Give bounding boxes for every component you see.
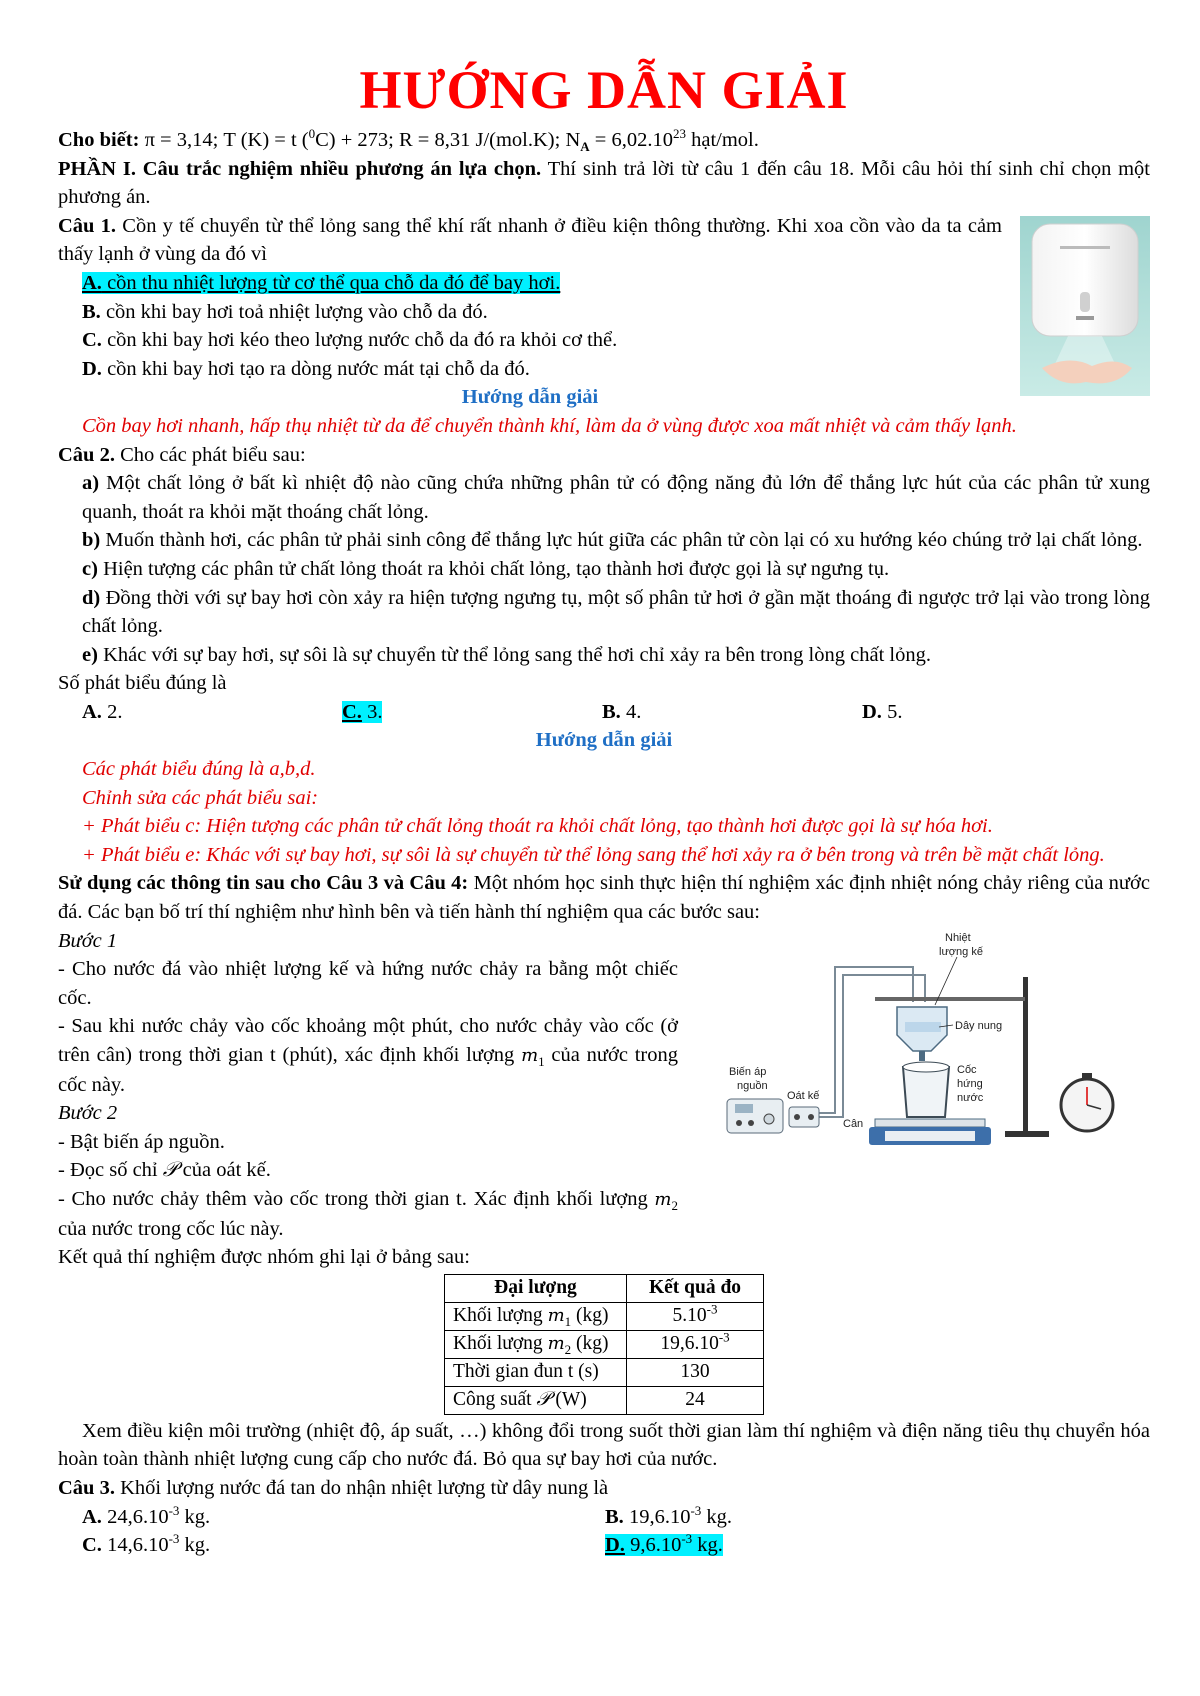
label-calorimeter: lượng kế bbox=[939, 945, 983, 958]
symbol-m: m bbox=[654, 1188, 672, 1210]
option-letter: D. bbox=[862, 700, 882, 723]
given-constants bbox=[58, 126, 1150, 155]
option-exp: -3 bbox=[168, 1531, 180, 1547]
result-intro: Kết quả thí nghiệm được nhóm ghi lại ở bảng sau: bbox=[58, 1246, 470, 1269]
q2-guide-line: Chỉnh sửa các phát biểu sai: bbox=[82, 786, 319, 809]
experiment-section bbox=[58, 927, 1150, 1244]
option-text: 9,6.10 bbox=[624, 1534, 682, 1557]
option-text: 2. bbox=[101, 700, 123, 723]
part1-instructions bbox=[58, 155, 1150, 212]
option-letter: C. bbox=[342, 700, 362, 723]
q1-guide-text: Cồn bay hơi nhanh, hấp thụ nhiệt từ da để chuyển thành khí, làm da ở vùng được xoa mất nhiệt và cảm thấy lạnh. bbox=[82, 414, 1017, 437]
step-text: của oát kế. bbox=[177, 1159, 271, 1182]
shared-info bbox=[58, 869, 1150, 1474]
label-scale: Cân bbox=[843, 1117, 864, 1130]
cell-text: Khối lượng bbox=[453, 1305, 548, 1327]
option-letter: D. bbox=[82, 357, 102, 380]
step2-c bbox=[58, 1185, 678, 1243]
page-title: HƯỚNG DẪN GIẢI bbox=[359, 60, 849, 120]
q2-guide-line: Các phát biểu đúng là a,b,d. bbox=[82, 758, 316, 781]
experiment-setup-illustration bbox=[725, 927, 1150, 1149]
option-text: 5. bbox=[881, 700, 903, 723]
label-heater: Dây nung bbox=[955, 1019, 1003, 1032]
given-text: π = 3,14; T (K) = t ( bbox=[139, 129, 309, 151]
option-letter: B. bbox=[605, 1505, 624, 1528]
table-header: Kết quả đo bbox=[627, 1274, 764, 1302]
step-text: - Sau khi nước chảy vào cốc khoảng một phút, cho nước chảy vào cốc (ở trên cân) trong thời gian t (phút), xác định khối lượng bbox=[58, 1015, 678, 1066]
q3-option-a bbox=[82, 1503, 605, 1532]
q2-guide-line: + Phát biểu e: Khác với sự bay hơi, sự sôi là sự chuyển từ thể lỏng sang thể hơi xảy ra ở bên trong và trên bề mặt chất lỏng. bbox=[82, 843, 1105, 866]
table-header: Đại lượng bbox=[445, 1274, 627, 1302]
option-text: 14,6.10 bbox=[101, 1534, 169, 1557]
q3-stem-text: Khối lượng nước đá tan do nhận nhiệt lượng từ dây nung là bbox=[114, 1476, 609, 1499]
question-3 bbox=[58, 1474, 1150, 1560]
table-row bbox=[445, 1330, 764, 1358]
label-cup: hứng bbox=[957, 1077, 983, 1090]
option-text: kg. bbox=[701, 1505, 733, 1528]
option-text: cồn khi bay hơi kéo theo lượng nước chỗ da đó ra khỏi cơ thể. bbox=[101, 329, 618, 352]
statement-text: Hiện tượng các phân tử chất lỏng thoát ra khỏi chất lỏng, tạo thành hơi được gọi là sự ngưng tụ. bbox=[97, 557, 890, 580]
q1-option-b bbox=[58, 298, 1150, 327]
q2-statement bbox=[58, 526, 1150, 555]
cell-value: 19,6.10 bbox=[660, 1333, 719, 1355]
cell-exp: -3 bbox=[718, 1329, 730, 1345]
given-text: = 6,02.10 bbox=[589, 129, 673, 151]
step-text: của nước trong cốc này. bbox=[58, 1044, 678, 1096]
option-letter: A. bbox=[82, 700, 102, 723]
question-1 bbox=[58, 212, 1150, 441]
step-text: - Cho nước chảy thêm vào cốc trong thời gian t. Xác định khối lượng bbox=[58, 1187, 655, 1210]
table-cell bbox=[445, 1386, 627, 1414]
option-text: 19,6.10 bbox=[623, 1505, 691, 1528]
step2-b bbox=[58, 1156, 678, 1185]
statement-letter: b) bbox=[82, 529, 101, 552]
label-transformer: Biến áp bbox=[729, 1065, 767, 1078]
table-cell: 130 bbox=[627, 1358, 764, 1386]
q3-label: Câu 3. bbox=[58, 1476, 115, 1499]
q3-option-b bbox=[605, 1503, 1128, 1532]
table-row bbox=[445, 1302, 764, 1330]
symbol-m: m bbox=[547, 1305, 565, 1327]
option-text: kg. bbox=[179, 1534, 211, 1557]
statement-text: Đồng thời với sự bay hơi còn xảy ra hiện tượng ngưng tụ, một số phân tử hơi ở gần mặt thoáng đi ngược trở lại vào trong lòng chất lỏng. bbox=[82, 586, 1150, 638]
q1-stem bbox=[58, 212, 1150, 269]
option-text: 4. bbox=[620, 700, 642, 723]
given-text: C) + 273; R = 8,31 J/(mol.K); N bbox=[315, 129, 581, 151]
table-cell bbox=[627, 1302, 764, 1330]
option-text: 3. bbox=[361, 700, 383, 723]
step1-title: Bước 1 bbox=[58, 929, 118, 952]
statement-letter: d) bbox=[82, 586, 101, 609]
q2-stem bbox=[58, 441, 1150, 470]
step1-a: - Cho nước đá vào nhiệt lượng kế và hứng nước chảy ra bằng một chiếc cốc. bbox=[58, 958, 678, 1009]
label-cup: Cốc bbox=[957, 1063, 977, 1076]
step2-title: Bước 2 bbox=[58, 1102, 118, 1125]
results-table bbox=[444, 1274, 764, 1415]
option-letter: A. bbox=[82, 1505, 102, 1528]
part1-text: Thí sinh trả lời từ câu 1 đến câu 18. Mỗi câu hỏi thí sinh chỉ chọn một phương án. bbox=[58, 157, 1150, 209]
label-calorimeter: Nhiệt bbox=[945, 931, 971, 944]
symbol-m: m bbox=[521, 1045, 539, 1066]
statement-letter: e) bbox=[82, 643, 98, 666]
step-text: - Đọc số chỉ bbox=[58, 1159, 163, 1182]
step-text: của nước trong cốc lúc này. bbox=[58, 1217, 284, 1240]
given-sup: 0 bbox=[308, 126, 316, 142]
q1-option-d bbox=[58, 355, 1150, 384]
q2-label: Câu 2. bbox=[58, 443, 115, 466]
q1-option-c bbox=[58, 326, 1150, 355]
given-label: Cho biết: bbox=[58, 129, 140, 151]
option-letter: D. bbox=[605, 1534, 625, 1557]
given-sub: A bbox=[580, 139, 590, 155]
cell-text: (kg) bbox=[571, 1305, 609, 1327]
cell-text: (W) bbox=[550, 1389, 587, 1411]
statement-text: Khác với sự bay hơi, sự sôi là sự chuyển từ thể lỏng sang thể hơi chỉ xảy ra bên trong lòng chất lỏng. bbox=[97, 643, 931, 666]
option-text: kg. bbox=[179, 1505, 211, 1528]
conditions-note: Xem điều kiện môi trường (nhiệt độ, áp suất, …) không đổi trong suốt thời gian làm thí nghiệm và điện năng tiêu thụ chuyển hóa hoàn toàn thành nhiệt lượng cung cấp cho nước đá. Bỏ qua sự bay hơi của nước. bbox=[58, 1419, 1150, 1471]
experiment-diagram bbox=[725, 927, 1150, 1149]
symbol-sub: 2 bbox=[564, 1342, 572, 1358]
q1-label: Câu 1. bbox=[58, 214, 117, 237]
symbol-m: m bbox=[547, 1333, 565, 1355]
q2-statement bbox=[58, 584, 1150, 641]
option-exp: -3 bbox=[681, 1531, 693, 1547]
option-letter: C. bbox=[82, 1534, 102, 1557]
q2-option-c bbox=[342, 698, 602, 727]
document-content bbox=[58, 54, 1150, 1560]
procedure-steps bbox=[58, 927, 678, 1244]
shared-label: Sử dụng các thông tin sau cho Câu 3 và Câu 4: bbox=[58, 872, 469, 895]
option-exp: -3 bbox=[690, 1502, 702, 1518]
q2-option-b bbox=[602, 698, 862, 727]
option-exp: -3 bbox=[168, 1502, 180, 1518]
table-cell bbox=[445, 1330, 627, 1358]
label-cup: nước bbox=[957, 1091, 984, 1104]
option-letter: A. bbox=[82, 271, 102, 294]
option-text: cồn thu nhiệt lượng từ cơ thể qua chỗ da đó để bay hơi. bbox=[101, 271, 561, 294]
option-letter: B. bbox=[602, 700, 621, 723]
symbol-power: 𝒫 bbox=[536, 1389, 551, 1411]
statement-letter: c) bbox=[82, 557, 98, 580]
q1-guide-header: Hướng dẫn giải bbox=[461, 386, 599, 409]
q2-statement bbox=[58, 555, 1150, 584]
sanitizer-dispenser-illustration bbox=[1020, 216, 1150, 396]
q2-statement bbox=[58, 641, 1150, 670]
step2-a: - Bật biến áp nguồn. bbox=[58, 1130, 225, 1153]
option-text: cồn khi bay hơi toả nhiệt lượng vào chỗ da đó. bbox=[100, 300, 488, 323]
symbol-sub: 2 bbox=[671, 1198, 678, 1214]
step1-b bbox=[58, 1012, 678, 1099]
q2-stem-text: Cho các phát biểu sau: bbox=[114, 443, 306, 466]
cell-text: Khối lượng bbox=[453, 1333, 548, 1355]
table-cell: 24 bbox=[627, 1386, 764, 1414]
table-header-row bbox=[445, 1274, 764, 1302]
shared-intro bbox=[58, 869, 1150, 926]
statement-text: Muốn thành hơi, các phân tử phải sinh công để thắng lực hút giữa các phân tử còn lại có xu hướng kéo chúng trở lại chất lỏng. bbox=[100, 529, 1143, 552]
hand-dryer-image bbox=[1020, 216, 1150, 405]
q2-option-a bbox=[82, 698, 342, 727]
q1-stem-text: Cồn y tế chuyển từ thể lỏng sang thể khí rất nhanh ở điều kiện thông thường. Khi xoa cồn vào da ta cảm thấy lạnh ở vùng da đó vì bbox=[58, 214, 1002, 266]
given-text: hạt/mol. bbox=[685, 129, 759, 151]
statement-letter: a) bbox=[82, 472, 100, 495]
cell-text: Công suất bbox=[453, 1389, 537, 1411]
table-cell bbox=[627, 1330, 764, 1358]
option-text: cồn khi bay hơi tạo ra dòng nước mát tại chỗ da đó. bbox=[101, 357, 530, 380]
q2-prompt: Số phát biểu đúng là bbox=[58, 672, 227, 695]
q3-option-c bbox=[82, 1531, 605, 1560]
cell-value: 5.10 bbox=[672, 1305, 707, 1327]
q2-options bbox=[58, 698, 1150, 727]
option-letter: B. bbox=[82, 300, 101, 323]
part1-label: PHẦN I. Câu trắc nghiệm nhiều phương án lựa chọn. bbox=[58, 157, 542, 180]
q3-options-row bbox=[58, 1531, 1150, 1560]
table-row bbox=[445, 1386, 764, 1414]
q3-option-d bbox=[605, 1531, 1128, 1560]
question-2 bbox=[58, 441, 1150, 870]
shared-intro-text: Một nhóm học sinh thực hiện thí nghiệm xác định nhiệt nóng chảy riêng của nước đá. Các bạn bố trí thí nghiệm như hình bên và tiến hành thí nghiệm qua các bước sau: bbox=[58, 872, 1150, 924]
q2-guide-header: Hướng dẫn giải bbox=[535, 729, 673, 752]
option-text: 24,6.10 bbox=[101, 1505, 169, 1528]
given-sup: 23 bbox=[672, 126, 686, 142]
label-wattmeter: Oát kế bbox=[787, 1089, 820, 1102]
q2-statement bbox=[58, 469, 1150, 526]
cell-text: (kg) bbox=[571, 1333, 609, 1355]
symbol-power: 𝒫 bbox=[162, 1159, 178, 1182]
q2-guide-line: + Phát biểu c: Hiện tượng các phân tử chất lỏng thoát ra khỏi chất lỏng, tạo thành hơi được gọi là sự hóa hơi. bbox=[82, 815, 993, 838]
label-transformer: nguồn bbox=[737, 1079, 768, 1092]
table-cell bbox=[445, 1302, 627, 1330]
table-row bbox=[445, 1358, 764, 1386]
q2-option-d bbox=[862, 698, 1122, 727]
q1-option-a bbox=[58, 269, 1150, 298]
table-cell: Thời gian đun t (s) bbox=[445, 1358, 627, 1386]
option-letter: C. bbox=[82, 329, 102, 352]
cell-exp: -3 bbox=[706, 1301, 718, 1317]
statement-text: Một chất lỏng ở bất kì nhiệt độ nào cũng chứa những phân tử có động năng đủ lớn để thắng lực hút của các phân tử xung quanh, thoát ra khỏi mặt thoáng chất lỏng. bbox=[82, 472, 1150, 523]
symbol-sub: 1 bbox=[538, 1054, 545, 1070]
q3-options-row bbox=[58, 1503, 1150, 1532]
option-text: kg. bbox=[692, 1534, 723, 1557]
q3-stem bbox=[58, 1474, 1150, 1503]
symbol-sub: 1 bbox=[564, 1314, 572, 1330]
